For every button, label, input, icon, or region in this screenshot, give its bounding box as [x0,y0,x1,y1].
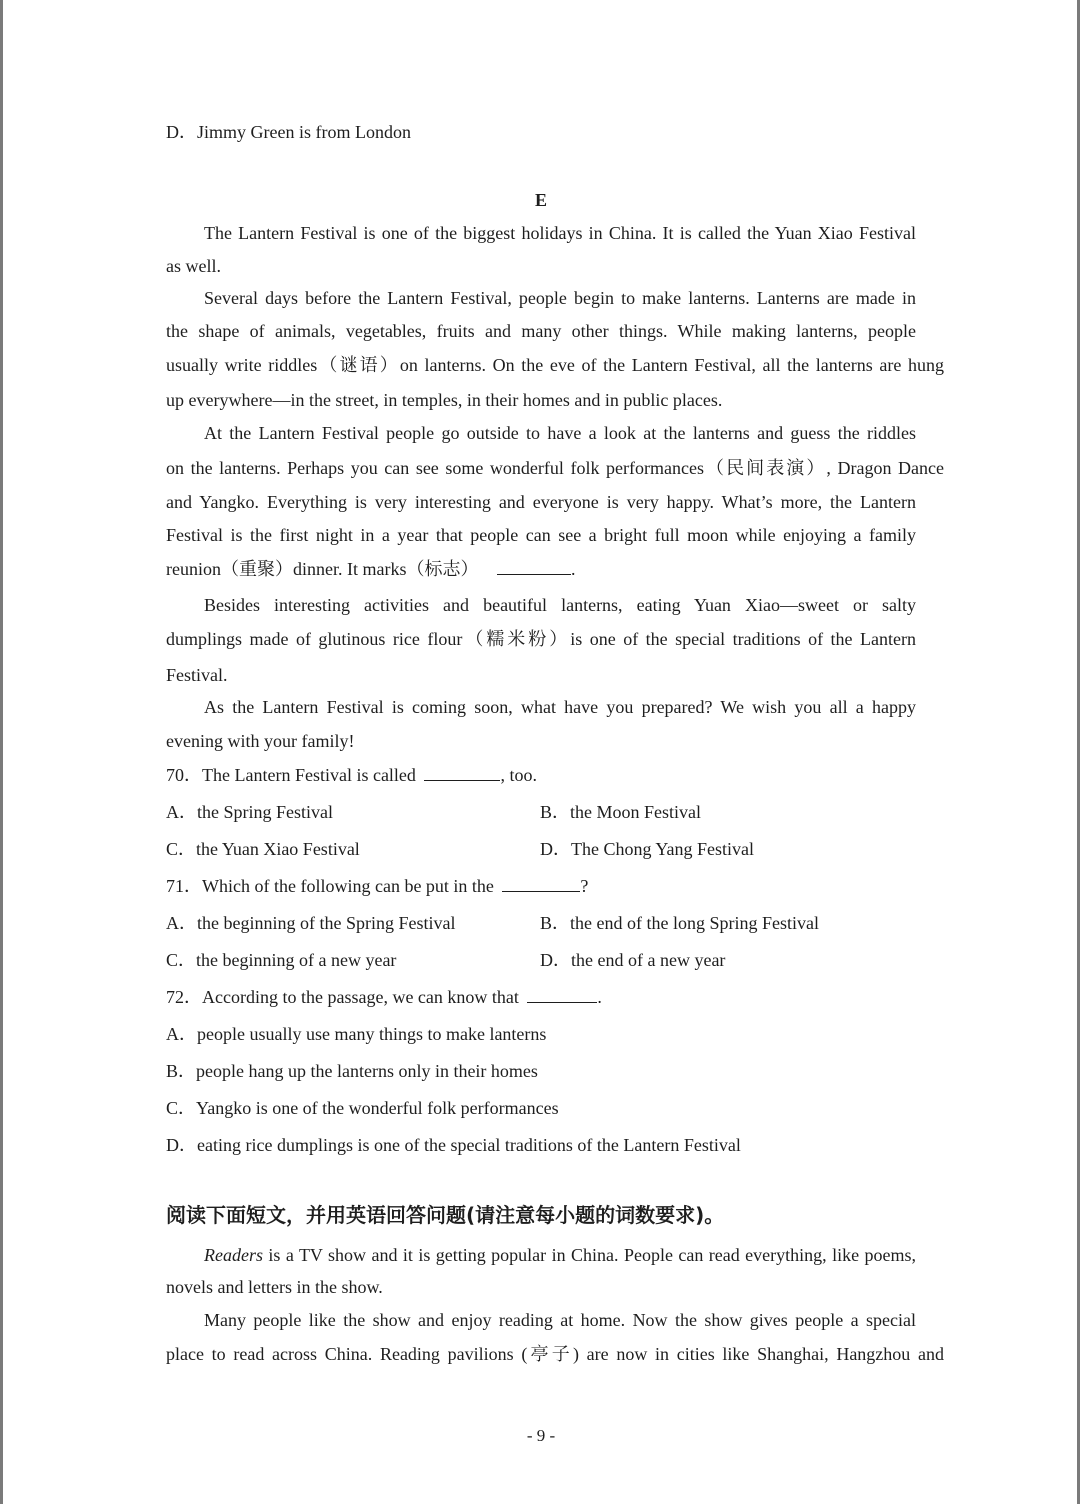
question-72-option-c: C．Yangko is one of the wonderful folk performances [166,1098,559,1118]
page-left-edge [0,0,3,1504]
question-70-stem: 70．The Lantern Festival is called [166,765,416,785]
question-71-stem: 71．Which of the following can be put in the [166,876,494,896]
question-70-stem-end: , too. [500,765,537,785]
readers-p2-line1: Many people like the show and enjoy reading at home. Now the show gives people a special [204,1310,916,1330]
readers-p1-line1 [204,1243,916,1267]
question-71-blank [502,875,580,892]
question-72 [166,985,602,1009]
question-72-stem-end: . [597,987,602,1007]
question-72-stem: 72．According to the passage, we can know that [166,987,519,1007]
passage-p4-line1: Besides interesting activities and beautiful lanterns, eating Yuan Xiao—sweet or salty [204,595,916,615]
readers-title-word: Readers [204,1245,263,1265]
passage-p3-line4: Festival is the first night in a year that people can see a bright full moon while enjoying a family [166,525,916,545]
passage-p4-line3: Festival. [166,665,228,685]
question-70-option-a: A．the Spring Festival [166,802,333,822]
question-70-blank [424,764,500,781]
question-70-option-c: C．the Yuan Xiao Festival [166,839,360,859]
passage-p3-last-period: . [570,559,576,579]
passage-p2-line2: the shape of animals, vegetables, fruits and many other things. While making lanterns, people [166,321,916,341]
question-72-option-b: B．people hang up the lanterns only in their homes [166,1061,538,1081]
question-71-option-b: B．the end of the long Spring Festival [540,913,819,933]
question-70-option-d: D．The Chong Yang Festival [540,839,755,859]
page-number: - 9 - [526,1426,556,1445]
passage-p1-line2: as well. [166,256,221,276]
section-letter: E [534,190,547,210]
passage-p2-line3: usually write riddles（谜语）on lanterns. On the eve of the Lantern Festival, all the lanterns are hung [166,355,944,375]
passage-p3-line5 [166,557,575,581]
question-72-blank [527,986,597,1003]
readers-p1-line2: novels and letters in the show. [166,1277,383,1297]
passage-p2-line1: Several days before the Lantern Festival, people begin to make lanterns. Lanterns are made in [204,288,916,308]
passage-p1-line1: The Lantern Festival is one of the biggest holidays in China. It is called the Yuan Xiao Festival [204,223,916,243]
readers-p2-line2: place to read across China. Reading pavilions (亭子) are now in cities like Shanghai, Hangzhou and [166,1344,944,1364]
question-71-option-a: A．the beginning of the Spring Festival [166,913,456,933]
previous-option-d: D．Jimmy Green is from London [166,122,411,142]
question-70 [166,763,537,787]
passage-p3-line1: At the Lantern Festival people go outside to have a look at the lanterns and guess the riddles [204,423,916,443]
question-71-option-c: C．the beginning of a new year [166,950,397,970]
question-70-option-b: B．the Moon Festival [540,802,701,822]
reading-section-heading: 阅读下面短文，并用英语回答问题(请注意每小题的词数要求)。 [166,1203,725,1227]
passage-p3-line3: and Yangko. Everything is very interesting and everyone is very happy. What’s more, the Lantern [166,492,916,512]
passage-p4-line2: dumplings made of glutinous rice flour（糯米粉）is one of the special traditions of the Lantern [166,629,916,649]
question-71-option-d: D．the end of a new year [540,950,726,970]
answer-blank-71 [497,558,571,575]
passage-p2-line4: up everywhere—in the street, in temples, in their homes and in public places. [166,390,723,410]
question-72-option-d: D．eating rice dumplings is one of the special traditions of the Lantern Festival [166,1135,741,1155]
passage-p5-line1: As the Lantern Festival is coming soon, what have you prepared? We wish you all a happy [204,697,916,717]
question-72-option-a: A．people usually use many things to make lanterns [166,1024,547,1044]
passage-p5-line2: evening with your family! [166,731,355,751]
question-71-stem-end: ? [580,876,589,896]
passage-p3-line2: on the lanterns. Perhaps you can see some wonderful folk performances（民间表演）, Dragon Dance [166,458,944,478]
readers-p1-line1-rest: is a TV show and it is getting popular in China. People can read everything, like poems, [262,1245,916,1265]
question-71 [166,874,588,898]
passage-p3-last-text: reunion（重聚）dinner. It marks（标志） [166,559,479,579]
